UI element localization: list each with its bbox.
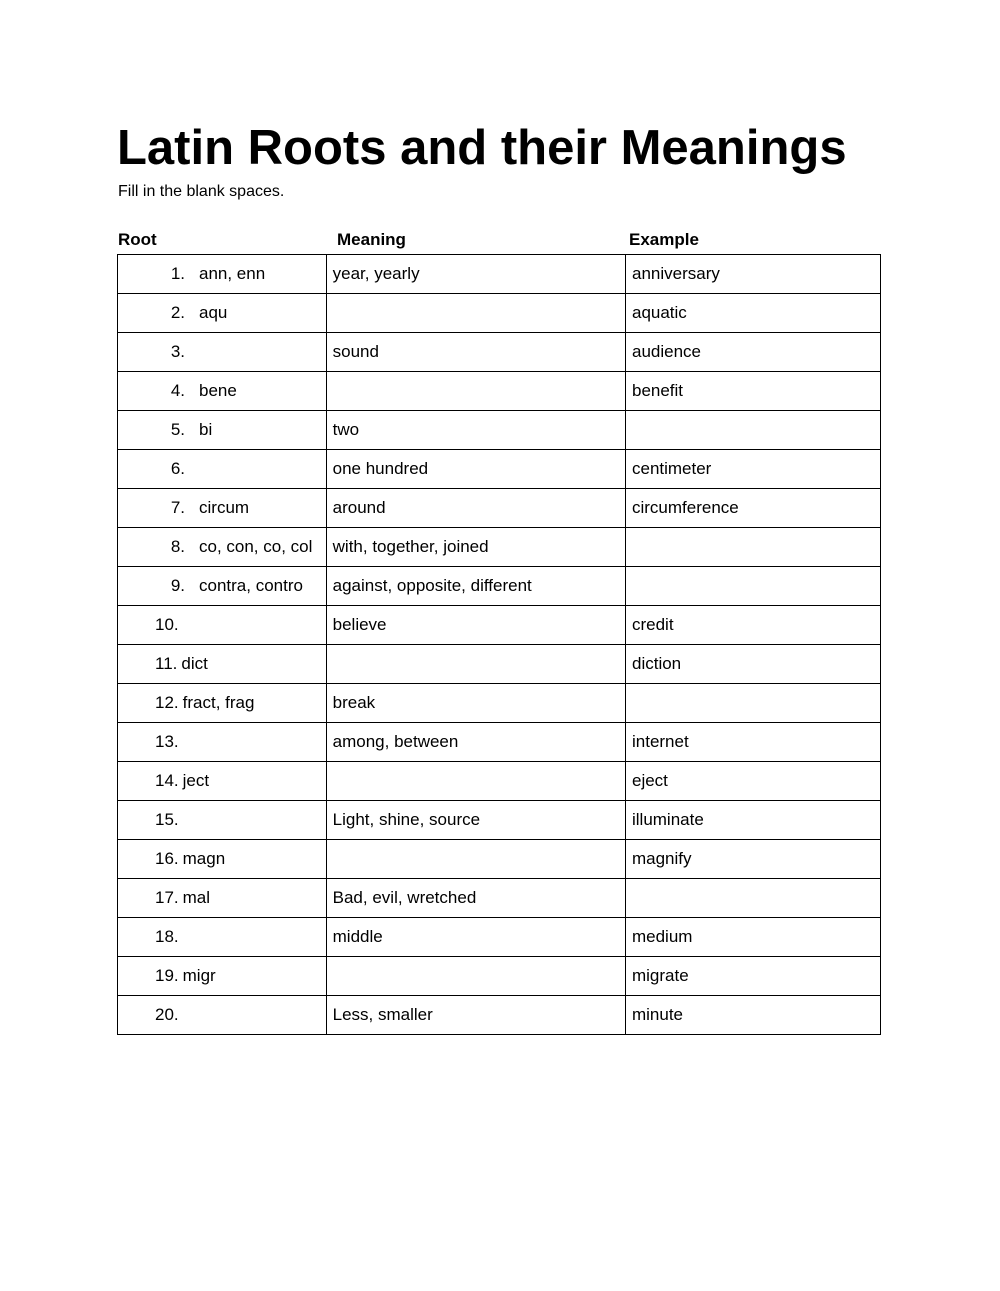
meaning-cell: believe <box>326 606 625 645</box>
root-text: bene <box>199 381 237 400</box>
row-number: 18. <box>155 927 179 946</box>
root-cell <box>118 294 327 333</box>
table-row <box>118 255 881 294</box>
root-cell <box>118 567 327 606</box>
meaning-cell: around <box>326 489 625 528</box>
row-number: 19. <box>155 966 179 985</box>
table-row <box>118 528 881 567</box>
example-cell: migrate <box>625 957 880 996</box>
table-row <box>118 411 881 450</box>
meaning-cell: with, together, joined <box>326 528 625 567</box>
meaning-cell: one hundred <box>326 450 625 489</box>
roots-table <box>117 254 881 1035</box>
example-cell[interactable] <box>625 528 880 567</box>
example-cell: diction <box>625 645 880 684</box>
root-cell <box>118 684 327 723</box>
meaning-cell: Light, shine, source <box>326 801 625 840</box>
root-cell[interactable] <box>118 723 327 762</box>
root-cell[interactable] <box>118 918 327 957</box>
root-cell <box>118 840 327 879</box>
table-row <box>118 489 881 528</box>
root-cell <box>118 489 327 528</box>
root-cell <box>118 372 327 411</box>
root-cell <box>118 762 327 801</box>
column-header-example: Example <box>629 230 699 249</box>
example-cell: aquatic <box>625 294 880 333</box>
example-cell: audience <box>625 333 880 372</box>
table-row <box>118 372 881 411</box>
meaning-cell[interactable] <box>326 645 625 684</box>
root-text: bi <box>199 420 213 439</box>
meaning-cell: break <box>326 684 625 723</box>
table-row <box>118 879 881 918</box>
table-row <box>118 567 881 606</box>
root-text: contra, contro <box>199 576 303 595</box>
table-row <box>118 996 881 1035</box>
root-text: circum <box>199 498 250 517</box>
root-cell <box>118 957 327 996</box>
root-text: fract, frag <box>182 693 255 712</box>
example-cell: magnify <box>625 840 880 879</box>
example-cell: internet <box>625 723 880 762</box>
meaning-cell: against, opposite, different <box>326 567 625 606</box>
row-number: 5. <box>170 420 185 439</box>
root-cell <box>118 528 327 567</box>
root-text: migr <box>182 966 216 985</box>
example-cell: illuminate <box>625 801 880 840</box>
column-headers <box>0 229 1000 251</box>
meaning-cell: sound <box>326 333 625 372</box>
meaning-cell[interactable] <box>326 957 625 996</box>
row-number: 11. <box>155 654 178 673</box>
row-number: 17. <box>155 888 179 907</box>
table-row <box>118 645 881 684</box>
row-number: 6. <box>170 459 185 478</box>
root-cell <box>118 255 327 294</box>
meaning-cell: Bad, evil, wretched <box>326 879 625 918</box>
meaning-cell[interactable] <box>326 372 625 411</box>
example-cell: circumference <box>625 489 880 528</box>
root-text: dict <box>181 654 208 673</box>
table-row <box>118 606 881 645</box>
example-cell[interactable] <box>625 567 880 606</box>
table-row <box>118 840 881 879</box>
root-cell[interactable] <box>118 996 327 1035</box>
table-row <box>118 684 881 723</box>
root-text: ject <box>182 771 210 790</box>
row-number: 7. <box>170 498 185 517</box>
row-number: 12. <box>155 693 179 712</box>
root-cell <box>118 879 327 918</box>
root-text: ann, enn <box>199 264 266 283</box>
row-number: 1. <box>170 264 185 283</box>
table-row <box>118 450 881 489</box>
row-number: 2. <box>170 303 185 322</box>
column-header-meaning: Meaning <box>337 230 406 249</box>
table-row <box>118 801 881 840</box>
root-cell[interactable] <box>118 801 327 840</box>
row-number: 10. <box>155 615 179 634</box>
example-cell[interactable] <box>625 684 880 723</box>
root-text: co, con, co, col <box>199 537 313 556</box>
table-row <box>118 762 881 801</box>
root-cell[interactable] <box>118 333 327 372</box>
table-row <box>118 957 881 996</box>
root-cell <box>118 645 327 684</box>
instructions: Fill in the blank spaces. <box>118 183 285 200</box>
example-cell: benefit <box>625 372 880 411</box>
row-number: 16. <box>155 849 179 868</box>
root-cell[interactable] <box>118 606 327 645</box>
row-number: 15. <box>155 810 179 829</box>
table-row <box>118 918 881 957</box>
row-number: 3. <box>170 342 185 361</box>
meaning-cell: year, yearly <box>326 255 625 294</box>
root-text: mal <box>182 888 211 907</box>
root-text: magn <box>182 849 226 868</box>
root-cell[interactable] <box>118 450 327 489</box>
row-number: 9. <box>170 576 185 595</box>
meaning-cell[interactable] <box>326 294 625 333</box>
example-cell[interactable] <box>625 411 880 450</box>
meaning-cell: Less, smaller <box>326 996 625 1035</box>
column-header-root: Root <box>118 230 157 249</box>
row-number: 14. <box>155 771 179 790</box>
root-cell <box>118 411 327 450</box>
table-row <box>118 294 881 333</box>
example-cell[interactable] <box>625 879 880 918</box>
example-cell: credit <box>625 606 880 645</box>
row-number: 8. <box>170 537 185 556</box>
example-cell: medium <box>625 918 880 957</box>
meaning-cell: two <box>326 411 625 450</box>
row-number: 20. <box>155 1005 179 1024</box>
example-cell: anniversary <box>625 255 880 294</box>
page-title: Latin Roots and their Meanings <box>117 121 847 175</box>
table-row <box>118 333 881 372</box>
table-row <box>118 723 881 762</box>
row-number: 4. <box>170 381 185 400</box>
meaning-cell: among, between <box>326 723 625 762</box>
example-cell: eject <box>625 762 880 801</box>
example-cell: minute <box>625 996 880 1035</box>
meaning-cell: middle <box>326 918 625 957</box>
meaning-cell[interactable] <box>326 762 625 801</box>
root-text: aqu <box>199 303 228 322</box>
example-cell: centimeter <box>625 450 880 489</box>
meaning-cell[interactable] <box>326 840 625 879</box>
row-number: 13. <box>155 732 179 751</box>
